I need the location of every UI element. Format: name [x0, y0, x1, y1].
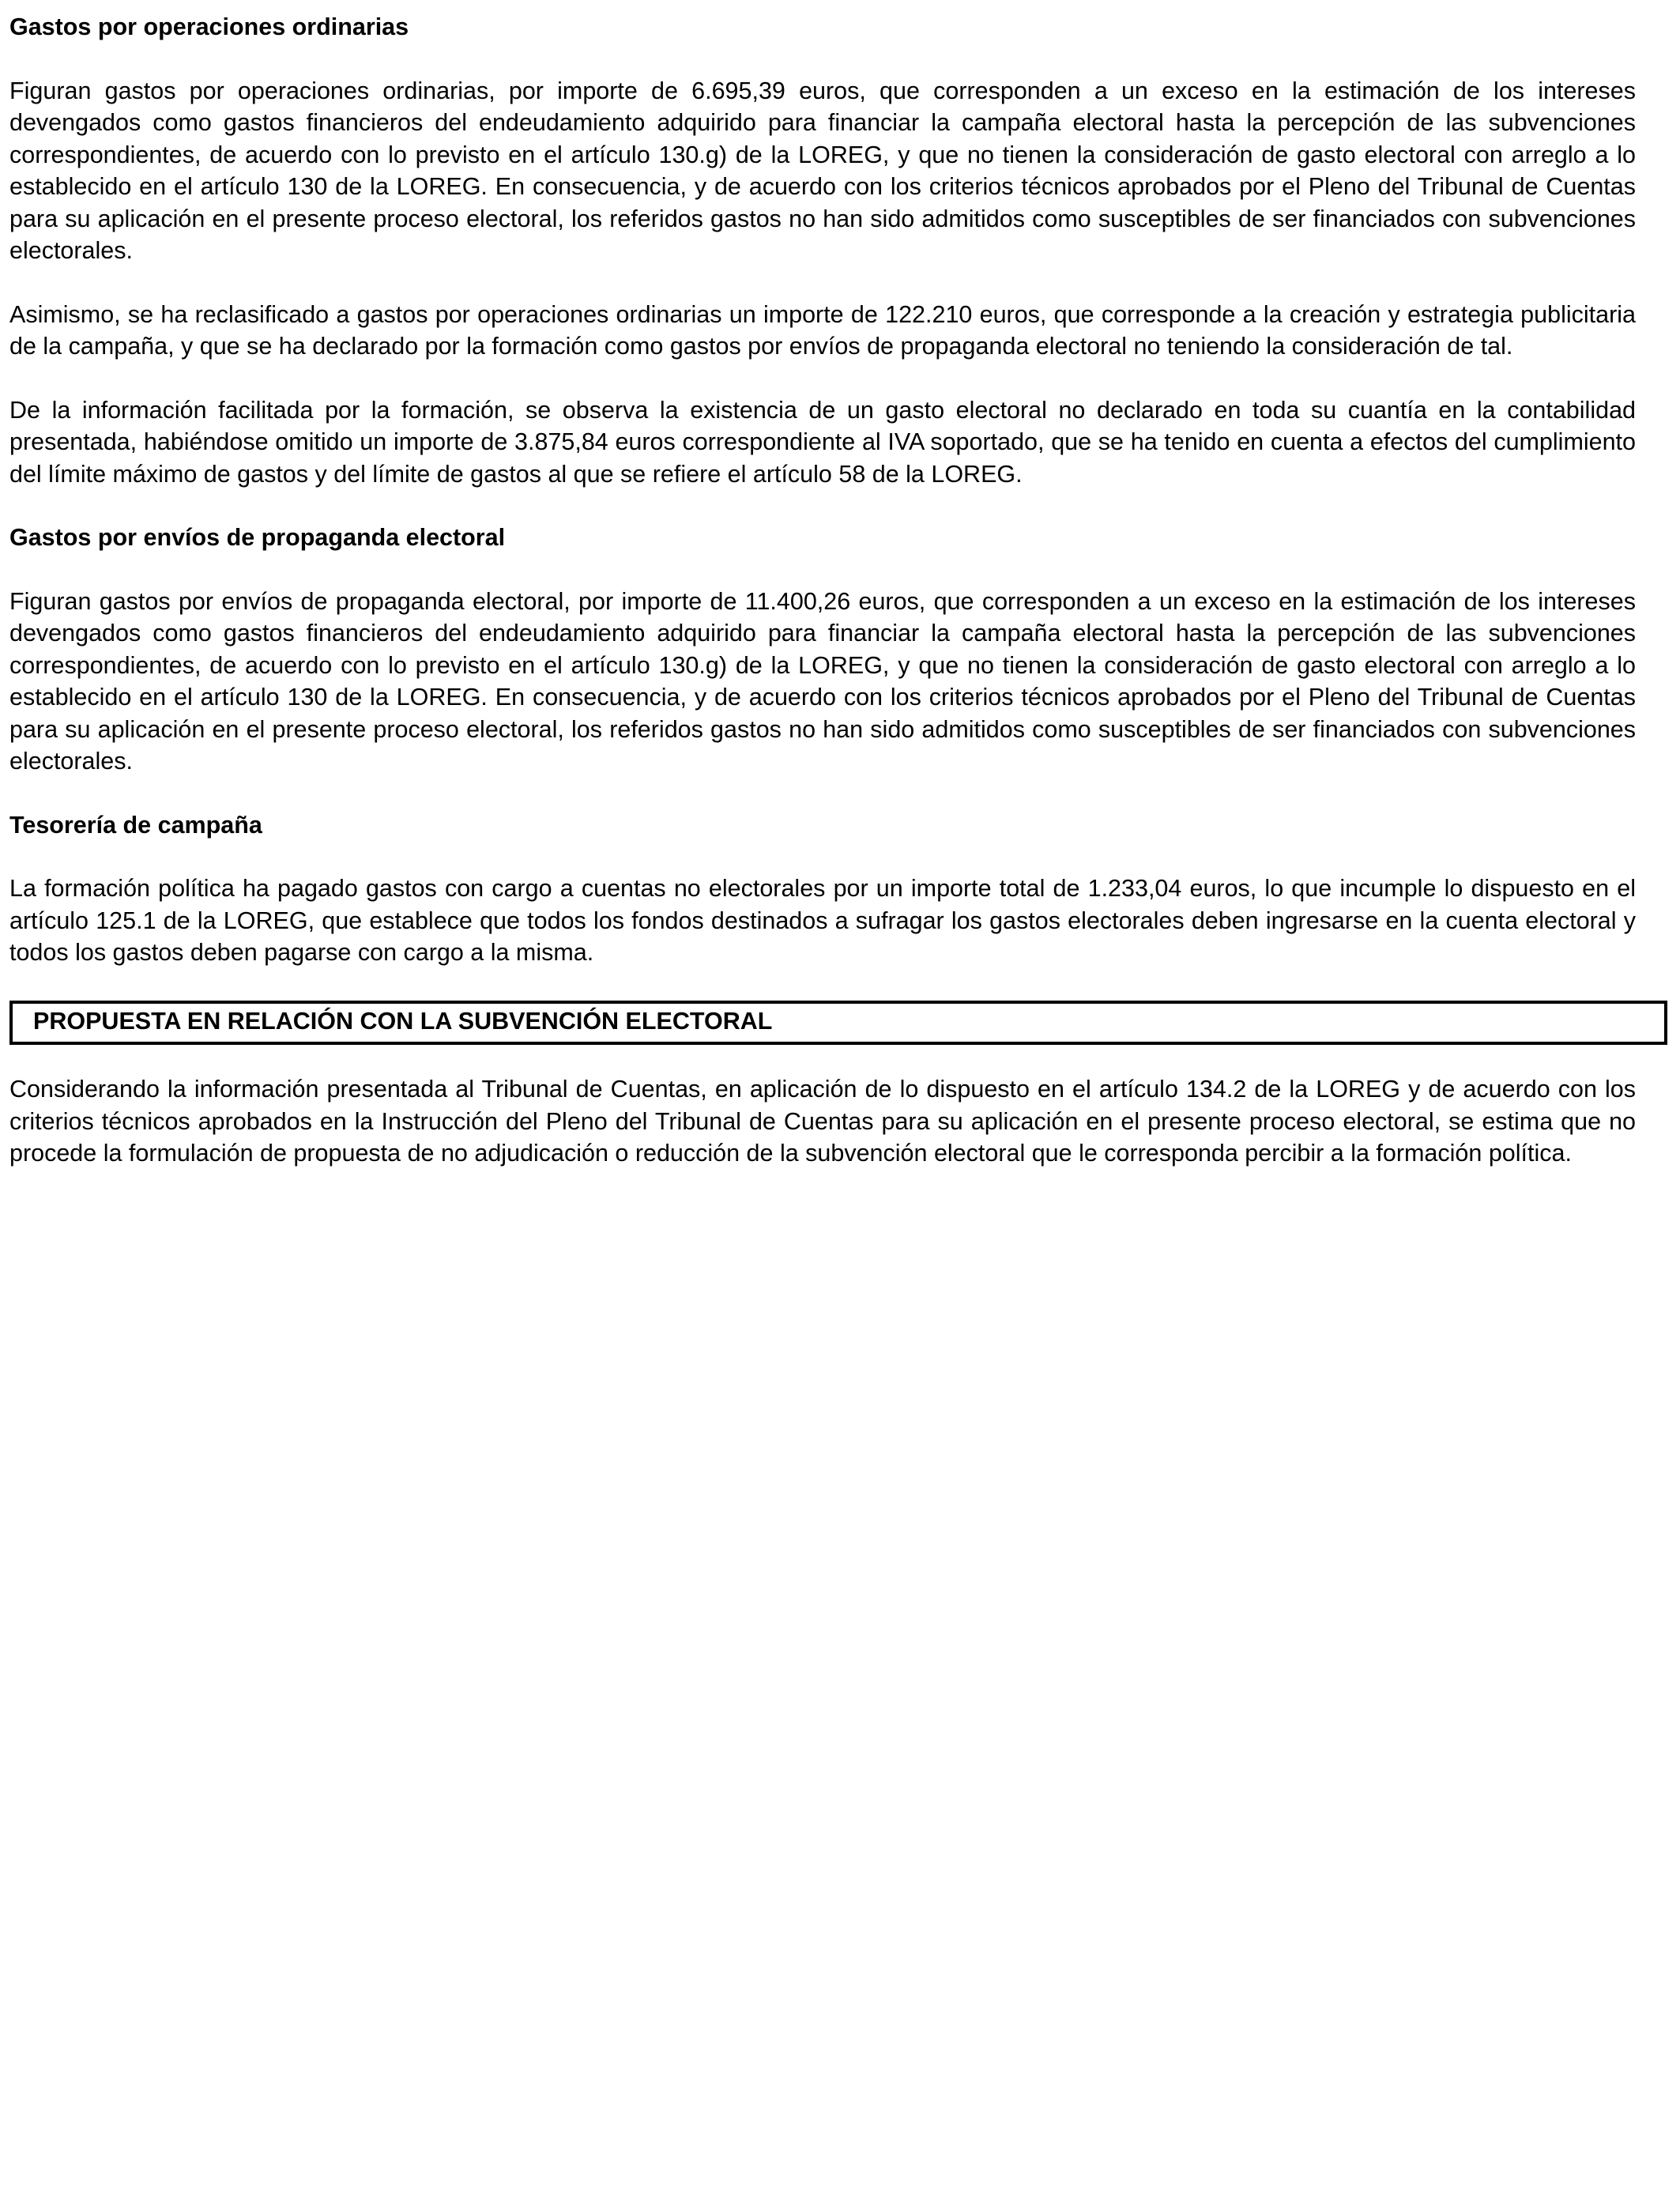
paragraph-operaciones-ordinarias-1: Figuran gastos por operaciones ordinarias, por importe de 6.695,39 euros, que corresponden a un exceso en la estimación de los intereses devengados como gastos financieros del endeudamiento adquirido para financiar la campaña electoral hasta la percepción de las subvenciones correspondientes, de acuerdo con lo previsto en el artículo 130.g) de la LOREG, y que no tienen la consideración de gasto electoral con arreglo a lo establecido en el artículo 130 de la LOREG. En consecuencia, y de acuerdo con los criterios técnicos aprobados por el Pleno del Tribunal de Cuentas para su aplicación en el presente proceso electoral, los referidos gastos no han sido admitidos como susceptibles de ser financiados con subvenciones electorales. — [9, 77, 1636, 264]
paragraph-operaciones-ordinarias-3: De la información facilitada por la formación, se observa la existencia de un gasto electoral no declarado en toda su cuantía en la contabilidad presentada, habiéndose omitido un importe de 3.875,84 euros correspondiente al IVA soportado, que se ha tenido en cuenta a efectos del cumplimiento del límite máximo de gastos y del límite de gastos al que se refiere el artículo 58 de la LOREG. — [9, 396, 1636, 488]
proposal-title: PROPUESTA EN RELACIÓN CON LA SUBVENCIÓN ELECTORAL — [33, 1007, 773, 1035]
paragraph-proposal: Considerando la información presentada al Tribunal de Cuentas, en aplicación de lo dispuesto en el artículo 134.2 de la LOREG y de acuerdo con los criterios técnicos aprobados en la Instrucción del Pleno del Tribunal de Cuentas para su aplicación en el presente proceso electoral, se estima que no procede la formulación de propuesta de no adjudicación o reducción de la subvención electoral que le corresponda percibir a la formación política. — [9, 1076, 1636, 1167]
heading-gastos-operaciones-ordinarias: Gastos por operaciones ordinarias — [9, 13, 409, 40]
heading-gastos-envios-propaganda: Gastos por envíos de propaganda electoral — [9, 524, 506, 551]
paragraph-envios-propaganda-1: Figuran gastos por envíos de propaganda electoral, por importe de 11.400,26 euros, que corresponden a un exceso en la estimación de los intereses devengados como gastos financieros del endeudamiento adquirido para financiar la campaña electoral hasta la percepción de las subvenciones correspondientes, de acuerdo con lo previsto en el artículo 130.g) de la LOREG, y que no tienen la consideración de gasto electoral con arreglo a lo establecido en el artículo 130 de la LOREG. En consecuencia, y de acuerdo con los criterios técnicos aprobados por el Pleno del Tribunal de Cuentas para su aplicación en el presente proceso electoral, los referidos gastos no han sido admitidos como susceptibles de ser financiados con subvenciones electorales. — [9, 587, 1636, 775]
paragraph-tesoreria-1: La formación política ha pagado gastos con cargo a cuentas no electorales por un importe total de 1.233,04 euros, lo que incumple lo dispuesto en el artículo 125.1 de la LOREG, que establece que todos los fondos destinados a sufragar los gastos electorales deben ingresarse en la cuenta electoral y todos los gastos deben pagarse con cargo a la misma. — [9, 875, 1636, 966]
heading-tesoreria-campana: Tesorería de campaña — [9, 811, 262, 839]
proposal-title-box — [9, 1001, 1667, 1046]
document-page — [9, 0, 1636, 1170]
paragraph-operaciones-ordinarias-2: Asimismo, se ha reclasificado a gastos por operaciones ordinarias un importe de 122.210 euros, que corresponde a la creación y estrategia publicitaria de la campaña, y que se ha declarado por la formación como gastos por envíos de propaganda electoral no teniendo la consideración de tal. — [9, 300, 1636, 360]
